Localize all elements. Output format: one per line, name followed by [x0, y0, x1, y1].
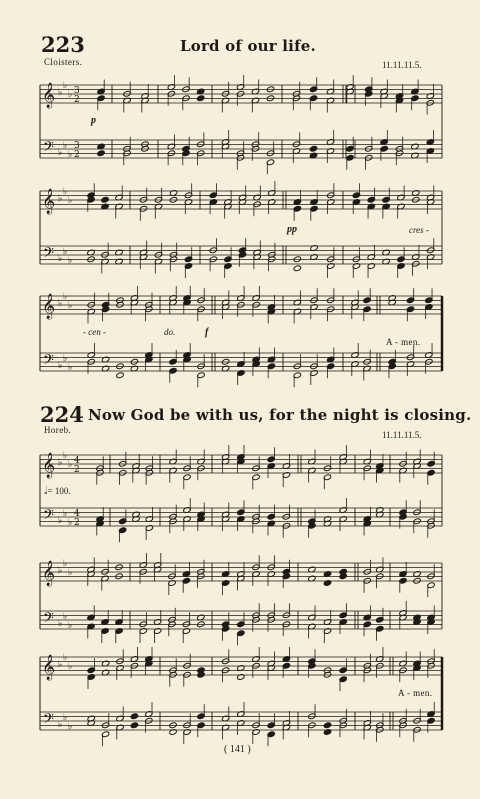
flat-sign: ♭: [68, 301, 73, 311]
flat-sign: ♭: [63, 653, 68, 663]
dynamic-mark: f: [205, 327, 209, 338]
bass-clef: 𝄢: [43, 352, 54, 372]
amen-text: A - men.: [398, 688, 433, 698]
flat-sign: ♭: [68, 518, 73, 528]
note-head: [130, 722, 138, 729]
flat-sign: ♭: [58, 361, 63, 371]
time-signature: 2: [74, 95, 80, 105]
flat-sign: ♭: [63, 509, 68, 519]
flat-sign: ♭: [68, 460, 73, 470]
flat-sign: ♭: [63, 247, 68, 257]
dynamic-mark: pp: [287, 224, 297, 235]
hymn-number: 223: [41, 32, 85, 57]
treble-clef: 𝄞: [42, 655, 56, 680]
flat-sign: ♭: [58, 148, 63, 158]
flat-sign: ♭: [63, 559, 68, 569]
bass-clef: 𝄢: [43, 139, 54, 159]
bass-clef: 𝄢: [43, 245, 54, 265]
expression-text: - cen -: [83, 327, 106, 337]
flat-sign: ♭: [63, 187, 68, 197]
flat-sign: ♭: [68, 568, 73, 578]
flat-sign: ♭: [58, 516, 63, 526]
flat-sign: ♭: [58, 566, 63, 576]
time-signature: 4: [74, 509, 80, 519]
tune-name: Cloisters.: [44, 57, 83, 67]
flat-sign: ♭: [58, 458, 63, 468]
note-head: [293, 265, 301, 272]
meter-label: 11.11.11.5.: [382, 430, 422, 440]
note-head: [196, 95, 204, 102]
flat-sign: ♭: [68, 90, 73, 100]
time-signature: 2: [74, 518, 80, 528]
flat-sign: ♭: [68, 150, 73, 160]
flat-sign: ♭: [68, 621, 73, 631]
flat-sign: ♭: [63, 141, 68, 151]
bass-clef: 𝄢: [43, 610, 54, 630]
meter-label: 11.11.11.5.: [382, 60, 422, 70]
expression-text: cres -: [409, 225, 429, 235]
flat-sign: ♭: [63, 292, 68, 302]
dynamic-mark: p: [91, 115, 96, 126]
treble-clef: 𝄞: [42, 189, 56, 214]
page-number: ( 141 ): [224, 744, 251, 755]
flat-sign: ♭: [58, 254, 63, 264]
flat-sign: ♭: [68, 662, 73, 672]
note-head: [130, 713, 138, 720]
time-signature: 4: [74, 456, 80, 466]
flat-sign: ♭: [68, 722, 73, 732]
flat-sign: ♭: [68, 363, 73, 373]
note-head: [323, 722, 331, 729]
flat-sign: ♭: [68, 256, 73, 266]
time-signature: 3: [74, 86, 80, 96]
time-signature: 2: [74, 150, 80, 160]
treble-clef: 𝄞: [42, 453, 56, 478]
flat-sign: ♭: [63, 81, 68, 91]
expression-text: do.: [164, 327, 176, 337]
bass-clef: 𝄢: [43, 507, 54, 527]
flat-sign: ♭: [58, 660, 63, 670]
note-head: [97, 150, 105, 157]
flat-sign: ♭: [58, 720, 63, 730]
note-head: [116, 372, 124, 379]
flat-sign: ♭: [63, 612, 68, 622]
time-signature: 2: [74, 465, 80, 475]
bass-clef: 𝄢: [43, 711, 54, 731]
treble-clef: 𝄞: [42, 294, 56, 319]
flat-sign: ♭: [58, 194, 63, 204]
hymn-title: Lord of our life.: [180, 37, 316, 55]
flat-sign: ♭: [63, 354, 68, 364]
hymn-title: Now God be with us, for the night is closing.: [88, 406, 472, 424]
time-signature: 3: [74, 141, 80, 151]
half-note-icon: 𝅗𝅥: [44, 485, 48, 497]
flat-sign: ♭: [63, 451, 68, 461]
flat-sign: ♭: [58, 88, 63, 98]
tempo-marking: 𝅗𝅥= 100.: [44, 485, 71, 497]
note-head: [101, 196, 109, 203]
flat-sign: ♭: [58, 619, 63, 629]
flat-sign: ♭: [63, 713, 68, 723]
treble-clef: 𝄞: [42, 83, 56, 108]
treble-clef: 𝄞: [42, 561, 56, 586]
amen-text: A - men.: [386, 337, 421, 347]
tune-name: Horeb.: [44, 425, 72, 435]
hymn-number: 224: [40, 402, 84, 427]
flat-sign: ♭: [58, 299, 63, 309]
note-head: [309, 145, 317, 152]
flat-sign: ♭: [68, 196, 73, 206]
